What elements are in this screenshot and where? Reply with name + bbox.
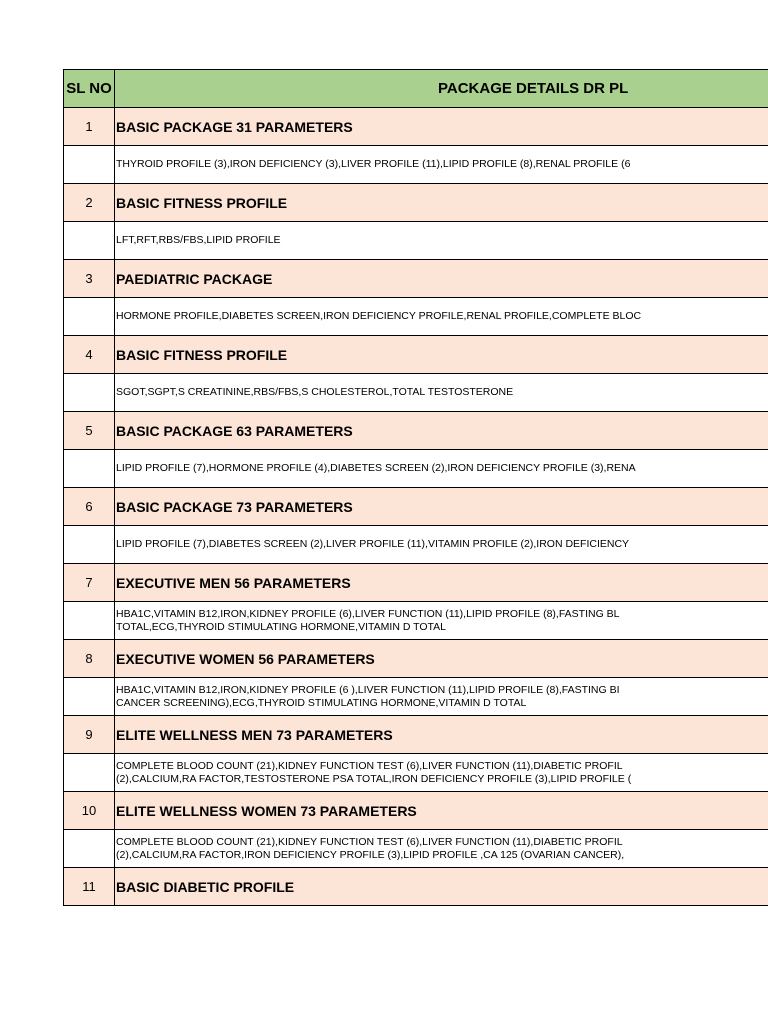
package-details-cell[interactable]: [115, 602, 768, 640]
details-text-line: LIPID PROFILE (7),HORMONE PROFILE (4),DIABETES SCREEN (2),IRON DEFICIENCY PROFILE (3),RENA: [116, 462, 636, 474]
empty-sl-cell[interactable]: [64, 146, 115, 184]
package-details-row: [64, 298, 768, 336]
details-text-line: HBA1C,VITAMIN B12,IRON,KIDNEY PROFILE (6),LIVER FUNCTION (11),LIPID PROFILE (8),FASTING BL: [116, 607, 620, 620]
details-text-line: (2),CALCIUM,RA FACTOR,TESTOSTERONE PSA TOTAL,IRON DEFICIENCY PROFILE (3),LIPID PROFILE (: [116, 772, 632, 785]
empty-sl-cell[interactable]: [64, 374, 115, 412]
package-details-row: [64, 222, 768, 260]
package-row: [64, 260, 768, 298]
package-name-cell[interactable]: ELITE WELLNESS MEN 73 PARAMETERS: [115, 716, 768, 754]
empty-sl-cell[interactable]: [64, 754, 115, 792]
sl-no-cell[interactable]: 4: [64, 336, 115, 374]
details-text-line: CANCER SCREENING),ECG,THYROID STIMULATING HORMONE,VITAMIN D TOTAL: [116, 696, 527, 709]
package-row: [64, 184, 768, 222]
details-text-line: SGOT,SGPT,S CREATININE,RBS/FBS,S CHOLESTEROL,TOTAL TESTOSTERONE: [116, 386, 514, 398]
package-row: [64, 564, 768, 602]
package-details-cell[interactable]: [115, 146, 768, 184]
sl-no-cell[interactable]: 2: [64, 184, 115, 222]
package-details-cell[interactable]: [115, 754, 768, 792]
package-name-cell[interactable]: PAEDIATRIC PACKAGE: [115, 260, 768, 298]
empty-sl-cell[interactable]: [64, 678, 115, 716]
empty-sl-cell[interactable]: [64, 830, 115, 868]
details-text-line: TOTAL,ECG,THYROID STIMULATING HORMONE,VITAMIN D TOTAL: [116, 620, 447, 633]
package-row: [64, 792, 768, 830]
package-details-row: [64, 754, 768, 792]
details-text-line: THYROID PROFILE (3),IRON DEFICIENCY (3),LIVER PROFILE (11),LIPID PROFILE (8),RENAL PROFILE (6: [116, 158, 631, 170]
package-details-row: [64, 146, 768, 184]
details-text-line: COMPLETE BLOOD COUNT (21),KIDNEY FUNCTION TEST (6),LIVER FUNCTION (11),DIABETIC PROFIL: [116, 759, 623, 772]
empty-sl-cell[interactable]: [64, 298, 115, 336]
details-text-line: HORMONE PROFILE,DIABETES SCREEN,IRON DEFICIENCY PROFILE,RENAL PROFILE,COMPLETE BLOC: [116, 310, 642, 322]
package-details-row: [64, 678, 768, 716]
package-details-row: [64, 830, 768, 868]
details-text-line: HBA1C,VITAMIN B12,IRON,KIDNEY PROFILE (6 ),LIVER FUNCTION (11),LIPID PROFILE (8),FASTING BI: [116, 683, 620, 696]
package-table-container: [63, 69, 768, 906]
package-name-cell[interactable]: BASIC DIABETIC PROFILE: [115, 868, 768, 906]
package-name-cell[interactable]: BASIC PACKAGE 73 PARAMETERS: [115, 488, 768, 526]
package-row: [64, 108, 768, 146]
sl-no-cell[interactable]: 11: [64, 868, 115, 906]
package-details-cell[interactable]: [115, 450, 768, 488]
sl-no-cell[interactable]: 6: [64, 488, 115, 526]
package-details-cell[interactable]: [115, 526, 768, 564]
package-name-cell[interactable]: EXECUTIVE MEN 56 PARAMETERS: [115, 564, 768, 602]
package-row: [64, 488, 768, 526]
package-details-row: [64, 602, 768, 640]
package-details-cell[interactable]: [115, 678, 768, 716]
package-details-cell[interactable]: [115, 222, 768, 260]
sl-no-cell[interactable]: 3: [64, 260, 115, 298]
empty-sl-cell[interactable]: [64, 602, 115, 640]
package-name-cell[interactable]: BASIC PACKAGE 31 PARAMETERS: [115, 108, 768, 146]
package-name-cell[interactable]: BASIC FITNESS PROFILE: [115, 336, 768, 374]
empty-sl-cell[interactable]: [64, 222, 115, 260]
details-text-line: COMPLETE BLOOD COUNT (21),KIDNEY FUNCTION TEST (6),LIVER FUNCTION (11),DIABETIC PROFIL: [116, 835, 623, 848]
package-details-row: [64, 450, 768, 488]
details-text-line: (2),CALCIUM,RA FACTOR,IRON DEFICIENCY PROFILE (3),LIPID PROFILE ,CA 125 (OVARIAN CANCER),: [116, 848, 625, 861]
package-row: [64, 716, 768, 754]
sl-no-cell[interactable]: 7: [64, 564, 115, 602]
package-details-header[interactable]: PACKAGE DETAILS DR PL: [115, 70, 768, 108]
package-name-cell[interactable]: ELITE WELLNESS WOMEN 73 PARAMETERS: [115, 792, 768, 830]
sl-no-cell[interactable]: 10: [64, 792, 115, 830]
package-name-cell[interactable]: BASIC FITNESS PROFILE: [115, 184, 768, 222]
package-row: [64, 640, 768, 678]
sl-no-cell[interactable]: 8: [64, 640, 115, 678]
details-text-line: LIPID PROFILE (7),DIABETES SCREEN (2),LIVER PROFILE (11),VITAMIN PROFILE (2),IRON DEFICIENCY: [116, 538, 630, 550]
sl-no-cell[interactable]: 9: [64, 716, 115, 754]
header-row: [64, 70, 768, 108]
sl-no-cell[interactable]: 5: [64, 412, 115, 450]
package-table: [63, 69, 768, 906]
package-row: [64, 868, 768, 906]
details-text-line: LFT,RFT,RBS/FBS,LIPID PROFILE: [116, 234, 281, 246]
package-details-cell[interactable]: [115, 830, 768, 868]
package-details-cell[interactable]: [115, 374, 768, 412]
empty-sl-cell[interactable]: [64, 526, 115, 564]
package-name-cell[interactable]: BASIC PACKAGE 63 PARAMETERS: [115, 412, 768, 450]
package-details-cell[interactable]: [115, 298, 768, 336]
empty-sl-cell[interactable]: [64, 450, 115, 488]
package-details-row: [64, 374, 768, 412]
package-details-row: [64, 526, 768, 564]
package-row: [64, 336, 768, 374]
package-row: [64, 412, 768, 450]
package-name-cell[interactable]: EXECUTIVE WOMEN 56 PARAMETERS: [115, 640, 768, 678]
table-body: [64, 108, 768, 906]
sl-no-cell[interactable]: 1: [64, 108, 115, 146]
sl-no-header[interactable]: SL NO: [64, 70, 115, 108]
